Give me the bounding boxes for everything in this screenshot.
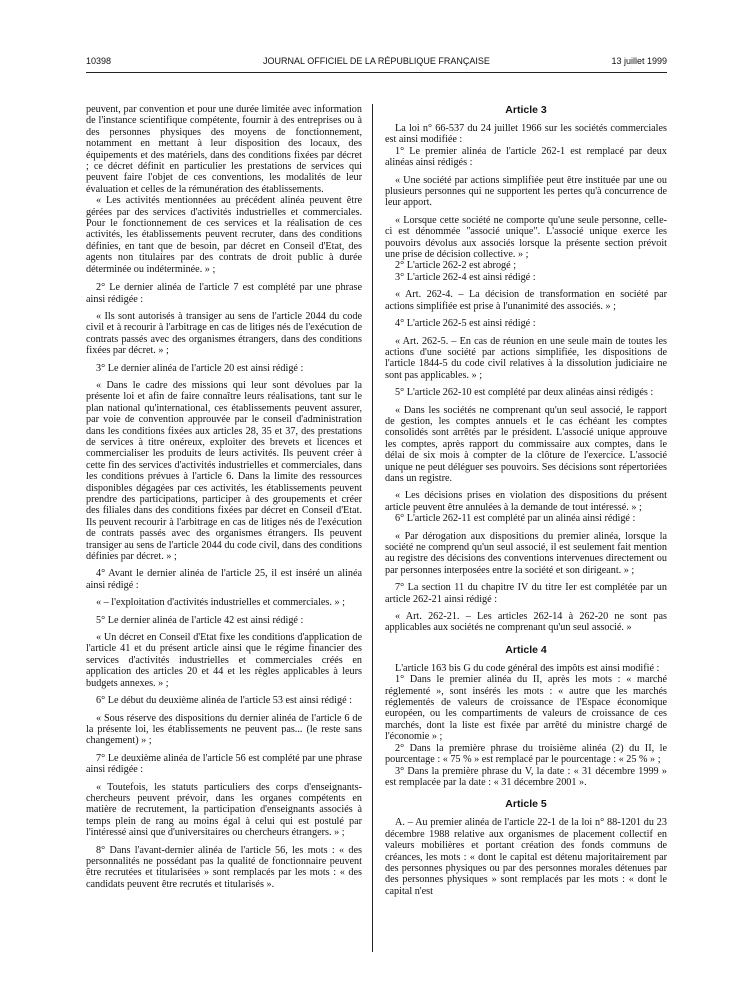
paragraph: peuvent, par convention et pour une durée limitée avec information de l'instance scientifique compétente, fournir à des entreprises ou à des personnes physiques des moyens de fonctionnement, notamment en mettant à leur disposition des locaux, des équipements et des matériels, dans des conditions fixées par décret ; ce décret définit en particulier les prestations de services qui peuvent faire l'objet de ces conventions, les modalités de leur évaluation et celles de la rémunération des établissements. (86, 104, 362, 195)
paragraph: « Dans les sociétés ne comprenant qu'un seul associé, le rapport de gestion, les comptes annuels et le cas échéant les comptes consolidés sont arrêtés par le président. L'associé unique approuve les comptes, après rapport du commissaire aux comptes, dans le délai de six mois à compter de la clôture de l'exercice. L'associé unique ne peut déléguer ses pouvoirs. Ses décisions sont répertoriées dans un registre. (385, 404, 667, 484)
column-divider (372, 104, 373, 952)
paragraph: 2° Dans la première phrase du troisième alinéa (2) du II, le pourcentage : « 75 % » est remplacé par le pourcentage : « 25 % » ; (385, 742, 667, 766)
paragraph: « Ils sont autorisés à transiger au sens de l'article 2044 du code civil et à recourir à l'arbitrage en cas de litiges nés de l'exécution de contrats passés avec des organismes étrangers, dans des conditions fixées par décret. » ; (86, 310, 362, 357)
paragraph: « Sous réserve des dispositions du dernier alinéa de l'article 6 de la présente loi, les établissements ne peuvent pas... (le reste sans changement) » ; (86, 712, 362, 747)
paragraph: A. – Au premier alinéa de l'article 22-1 de la loi n° 88-1201 du 23 décembre 1988 relative aux organismes de placement collectif en valeurs mobilières et portant création des fonds communs de créances, les mots : « dont le capital est détenu majoritairement par des personnes physiques ou par des personnes morales détenues par des personnes physiques » sont remplacés par les mots : « dont le capital n'est (385, 817, 667, 897)
paragraph: « Dans le cadre des missions qui leur sont dévolues par la présente loi et afin de faire connaître leurs réalisations, tant sur le plan national qu'international, ces établissements peuvent assurer, par voie de convention approuvée par le conseil d'administration dans les conditions fixées aux articles 28, 35 et 37, des prestations de services à titre onéreux, exploiter des brevets et licences et commercialiser les produits de leurs activités. Ils peuvent créer à cette fin des services d'activités industrielles et commerciales, dans les conditions prévues à l'article 6. Dans la limite des ressources disponibles dégagées par ces activités, les établissements peuvent prendre des participations, participer à des groupements et créer des filiales dans des conditions fixées par décret en Conseil d'Etat. Ils peuvent recourir à l'arbitrage en cas de litiges nés de l'exécution de contrats passés avec des organismes étrangers. Ils peuvent transiger au sens de l'article 2044 du code civil, dans des conditions définies par décret. » ; (86, 379, 362, 563)
page-header (86, 56, 667, 70)
paragraph: 8° Dans l'avant-dernier alinéa de l'article 56, les mots : « des personnalités ne possédant pas la qualité de fonctionnaire peuvent être recrutées et titularisées » sont remplacés par les mots : « des candidats peuvent être recrutés et titularisés ». (86, 844, 362, 890)
journal-title: JOURNAL OFFICIEL DE LA RÉPUBLIQUE FRANÇAISE (263, 56, 490, 66)
paragraph: 3° L'article 262-4 est ainsi rédigé : (395, 271, 536, 283)
paragraph: 1° Dans le premier alinéa du II, après les mots : « marché réglementé », sont insérés les mots : « autre que les marchés réglementés de valeurs de croissance de l'Espace économique européen, ou les compartiments de valeurs de croissance de ces marchés, dont la liste est fixée par arrêté du ministre chargé de l'économie » ; (385, 674, 667, 743)
paragraph: 2° L'article 262-2 est abrogé ; (395, 260, 517, 272)
paragraph: « Art. 262-5. – En cas de réunion en une seule main de toutes les actions d'une société par actions simplifiée, les dispositions de l'article 1844-5 du code civil relatives à la dissolution judiciaire ne sont pas applicables. » ; (385, 335, 667, 381)
paragraph: L'article 163 bis G du code général des impôts est ainsi modifié : (395, 662, 660, 674)
left-column (86, 104, 362, 890)
paragraph: « – l'exploitation d'activités industrielles et commerciales. » ; (96, 597, 345, 609)
paragraph: « Art. 262-4. – La décision de transformation en société par actions simplifiée est prise à l'unanimité des associés. » ; (385, 289, 667, 312)
paragraph: 2° Le dernier alinéa de l'article 7 est complété par une phrase ainsi rédigée : (86, 282, 362, 305)
article-heading: Article 3 (505, 104, 547, 116)
paragraph: « Lorsque cette société ne comporte qu'une seule personne, celle-ci est dénommée "associé unique". L'associé unique exerce les pouvoirs dévolus aux associés lorsque la présente section prévoit une prise de décision collective. » ; (385, 214, 667, 261)
paragraph: 6° Le début du deuxième alinéa de l'article 53 est ainsi rédigé : (96, 695, 352, 707)
paragraph: 6° L'article 262-11 est complété par un alinéa ainsi rédigé : (395, 513, 636, 525)
paragraph: 5° L'article 262-10 est complété par deux alinéas ainsi rédigés : (395, 387, 654, 399)
paragraph: 4° Avant le dernier alinéa de l'article 25, il est inséré un alinéa ainsi rédigé : (86, 568, 362, 591)
paragraph: 4° L'article 262-5 est ainsi rédigé : (395, 318, 536, 330)
paragraph: « Un décret en Conseil d'Etat fixe les conditions d'application de l'article 41 et du présent article ainsi que le régime financier des services d'activités industrielles et commerciales créés en application des articles 20 et 44 et les règles applicables à leurs budgets annexes. » ; (86, 632, 362, 689)
article-heading: Article 5 (505, 798, 547, 811)
paragraph: 7° Le deuxième alinéa de l'article 56 est complété par une phrase ainsi rédigée : (86, 752, 362, 776)
paragraph: « Toutefois, les statuts particuliers des corps d'enseignants-chercheurs peuvent prévoir, dans les organes compétents en matière de recrutement, la participation d'enseignants associés à temps plein de rang au moins égal à celui qui est postulé par l'intéressé ainsi que d'universitaires ou chercheurs étrangers. » ; (86, 781, 362, 839)
paragraph: 3° Le dernier alinéa de l'article 20 est ainsi rédigé : (96, 362, 304, 374)
paragraph: « Les activités mentionnées au précédent alinéa peuvent être gérées par des services d'activités industrielles et commerciales. Pour le fonctionnement de ces services et la réalisation de ces activités, les établissements peuvent recruter, dans des conditions définies, en tant que de besoin, par décret en Conseil d'Etat, des agents non titulaires par des contrats de droit public à durée déterminée ou indéterminée. » ; (86, 195, 362, 275)
paragraph: 1° Le premier alinéa de l'article 262-1 est remplacé par deux alinéas ainsi rédigés : (385, 145, 667, 169)
paragraph: « Les décisions prises en violation des dispositions du présent article peuvent être annulées à la demande de tout intéressé. » ; (385, 490, 667, 513)
right-column (385, 104, 667, 897)
page-number: 10398 (86, 56, 112, 66)
paragraph: « Art. 262-21. – Les articles 262-14 à 262-20 ne sont pas applicables aux sociétés ne comprenant qu'un seul associé. » (385, 611, 667, 634)
paragraph: La loi n° 66-537 du 24 juillet 1966 sur les sociétés commerciales est ainsi modifiée : (385, 123, 667, 146)
article-heading: Article 4 (505, 643, 547, 656)
issue-date: 13 juillet 1999 (611, 56, 667, 66)
header-rule (86, 72, 667, 73)
paragraph: 7° La section 11 du chapitre IV du titre Ier est complétée par un article 262-21 ainsi rédigé : (385, 582, 667, 605)
paragraph: 5° Le dernier alinéa de l'article 42 est ainsi rédigé : (96, 614, 304, 626)
paragraph: « Par dérogation aux dispositions du premier alinéa, lorsque la société ne comprend qu'un seul associé, il est seulement fait mention au registre des décisions des conventions intervenues directement ou par personnes interposées entre la société et son dirigeant. » ; (385, 530, 667, 576)
paragraph: « Une société par actions simplifiée peut être instituée par une ou plusieurs personnes qui ne supportent les pertes qu'à concurrence de leur apport. (385, 174, 667, 209)
paragraph: 3° Dans la première phrase du V, la date : « 31 décembre 1999 » est remplacée par la date : « 31 décembre 2001 ». (385, 765, 667, 788)
